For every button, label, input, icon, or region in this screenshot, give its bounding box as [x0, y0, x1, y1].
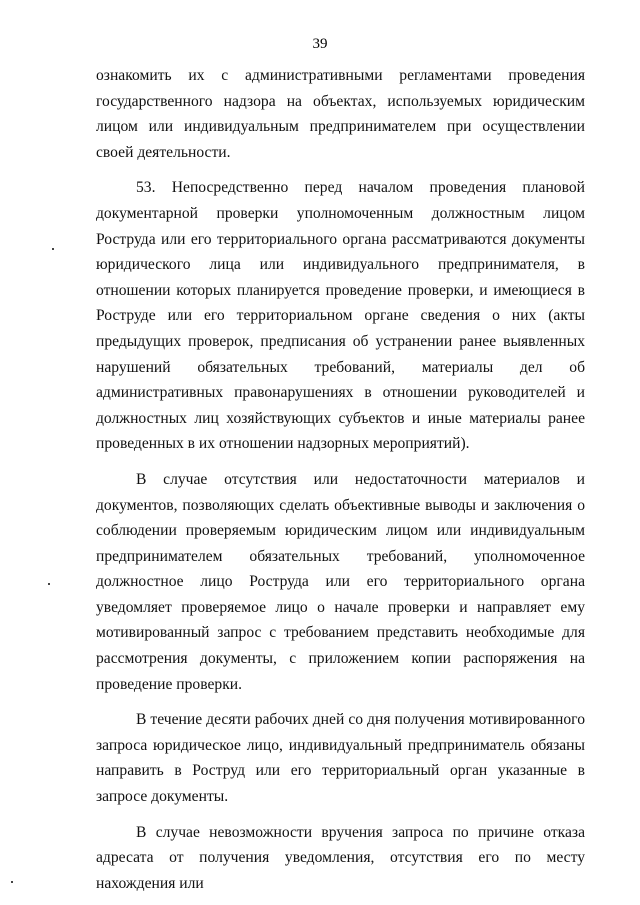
paragraph-ten-days: В течение десяти рабочих дней со дня получения мотивированного запроса юридическое лицо, индивидуальный предприниматель обязаны направить в Роструд или его территориальный орган указанные в запросе документы. — [96, 711, 585, 806]
page-number: 39 — [312, 36, 328, 52]
paragraph-53: 53. Непосредственно перед началом проведения плановой документарной проверки уполномоченным должностным лицом Роструда или его территориального органа рассматриваются документы юридического лица или индивидуального предпринимателя, в отношении которых планируется проведение проверки, и имеющиеся в Роструде или его территориальном органе сведения о них (акты предыдущих проверок, предписания об устранении ранее выявленных нарушений обязательных требований, материалы дел об административных правонарушениях в отношении руководителей и должностных лиц хозяйствующих субъектов и иные материалы ранее проведенных в их отношении надзорных мероприятий). — [96, 179, 585, 453]
paragraph-continuation: ознакомить их с административными регламентами проведения государственного надзора на объектах, используемых юридическим лицом или индивидуальным предпринимателем при осуществлении своей деятельности. — [96, 67, 585, 161]
paragraph-missing-materials: В случае отсутствия или недостаточности материалов и документов, позволяющих сделать объективные выводы и заключения о соблюдении проверяемым юридическим лицом или индивидуальным предпринимателем обязательных требований, уполномоченное должностное лицо Роструда или его территориального органа уведомляет проверяемое лицо о начале проверки и направляет ему мотивированный запрос с требованием представить необходимые для рассмотрения документы, с приложением копии распоряжения на проведение проверки. — [96, 470, 585, 693]
scan-speck — [52, 248, 54, 250]
paragraph-delivery-impossible: В случае невозможности вручения запроса по причине отказа адресата от получения уведомления, отсутствия его по месту нахождения или — [96, 823, 585, 892]
scan-speck — [11, 881, 13, 883]
document-body — [96, 63, 585, 896]
scan-speck — [48, 583, 50, 585]
